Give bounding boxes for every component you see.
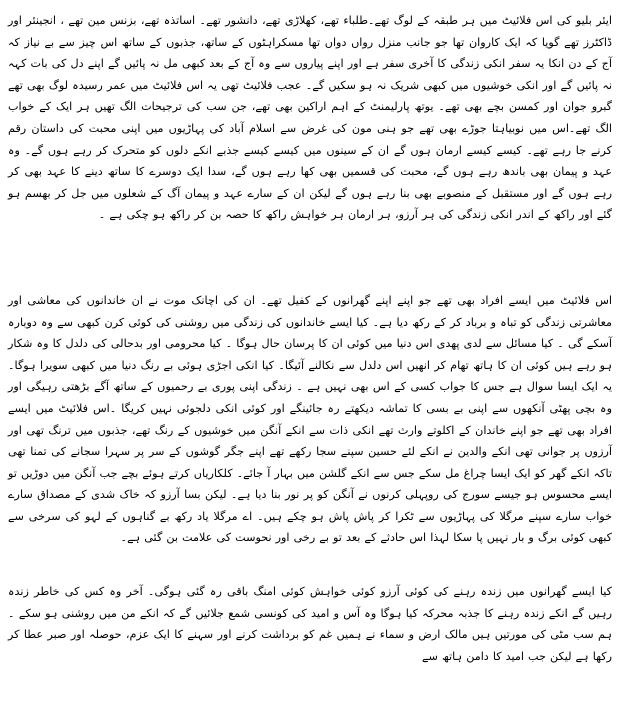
paragraph-spacer: [8, 549, 612, 581]
paragraph-hope-and-patience: کیا ایسے گھرانوں میں زندہ رہنے کی کوئی آرزو کوئی خواہش کوئی امنگ باقی رہ گئی ہوگی۔ آخر وہ کس کی خاطر زندہ رہیں گے انکے زندہ رہنے کا جذبہ محرکہ کیا ہوگا وہ آس و امید کی کونسی شمع جلائیں گے کہ انکے من میں روشنی ہو سکے ۔ ہم سب مٹی کی مورتیں ہیں مالک ارض و سماء نے ہمیں غم کو برداشت کرنے اور سہنے کا ایک عزم، حوصلہ اور صبر عطا کر رکھا ہے لیکن جب امید کا دامن ہاتھ سے: [8, 585, 612, 663]
paragraph-spacer: [8, 226, 612, 290]
paragraph-families-breadwinners: اس فلائیٹ میں ایسے افراد بھی تھے جو اپنے اپنے گھرانوں کے کفیل تھے۔ ان کی اچانک موت نے ان خاندانوں کی معاشی اور معاشرتی زندگی کو تباہ و برباد کر کے رکھ دیا ہے۔ کیا ایسے خاندانوں کی زندگی میں روشنی کی کوئی کرن کبھی سے وہ دوبارہ آسکے گی ۔ کیا مسائل سے لدی پھدی اس دنیا میں کوئی ان کا پرسان حال ہوگا ۔ کیا محرومی اور بدحالی کی دلدل کا وہ شکار ہو رہے ہیں کوئی ان کا ہاتھ تھام کر انھیں اس دلدل سے نکالنے آئیگا۔ کیا انکی اجڑی ہوئی بے رنگ دنیا میں کبھی سویرا ہوگا۔ یہ ایک ایسا سوال ہے جس کا جواب کسی کے اس بھی نہیں ہے ۔ زندگی اپنی پوری بے رحمیوں کے ساتھ آگے بڑھتی رہیگی اور وہ بچی پھٹی آنکھوں سے اپنی بے بسی کا تماشہ دیکھتے رہ جائینگے اور کوئی انکی دلجوئی نہیں کریگا ۔اس فلائیٹ میں ایسے افراد بھی تھے جو اپنے خاندان کے اکلوتے وارث تھے انکی ذات سے انکے آنگن میں خوشیوں کے رنگ تھے، جذبوں میں ترنگ تھی اور آرزوں پر جوانی تھی انکے والدین نے انکے لئے حسین سپنے سجا رکھے تھے اپنے جگر گوشوں کے سر پر سہرا سجانے کی تمنا تھی تاکہ انکے گھر کو ایک ایسا چراغ مل سکے جس سے انکے گلشن میں بہار آ جائے۔ کلکاریاں کرتے ہوئے بچے جب آنگن میں دوڑیں تو ایسے محسوس ہو جیسے سورج کی روپہلی کرنوں نے آنگن کو پر نور بنا دیا ہے۔ لیکن بسا آرزو کہ خاک شدی کے مصداق سارے خواب سارے سپنے مرگلا کی پہاڑیوں سے ٹکرا کر پاش پاش ہو چکے ہیں۔ اے مرگلا یاد رکھ بے گناہوں کے لہو کی سرخی سے کبھی کوئی برگ و بار نہیں پا سکا لہذا اس حادثے کے بعد تو بے رخی اور نحوست کی علامت بن گئی ہے۔: [8, 293, 612, 545]
paragraph-flight-passengers: ایئر بلیو کی اس فلائیٹ میں ہر طبقہ کے لوگ تھے۔طلباء تھے، کھلاڑی تھے، دانشور تھے۔ اساتذہ تھے، بزنس مین تھے ، انجینئر اور ڈاکٹرز تھے گویا کہ ایک کاروان تھا جو جانب منزل رواں دواں تھا مسکراہٹوں کے ساتھ، جذبوں کے ساتھ اس چیز سے بے نیاز کہ آج کے دن انکا یہ سفر انکی زندگی کا آخری سفر ہے اور اپنے پیاروں سے وہ آج کے بعد کبھی مل نہ پائیں گے اپنے دل کی بات کہہ نہ پائیں گے اور انکی خوشیوں میں کبھی شریک نہ ہو سکیں گے۔ عجب فلائیٹ تھی یہ اس فلائیٹ میں عمر رسیدہ لوگ بھی تھے گبرو جوان اور کمسن بچے بھی تھے۔ یوتھ پارلیمنٹ کے اہم اراکین بھی تھے، جن سب کی ترجیحات الگ تھیں ہر ایک کے خواب الگ تھے۔اس میں نوبیاہتا جوڑے بھی تھے جو ہنی مون کی غرض سے اسلام آباد کی پہاڑیوں میں اپنی محبت کی داستان رقم کرنے جا رہے تھے۔ کیسے کیسے ارمان ہوں گے ان کے سینوں میں کیسے کیسے جذبے انکے دلوں کو متحرک کر رہے ہوں گے۔ وہ عہد و پیمان بھی باندھ رہے ہوں گے، محبت کی قسمیں بھی کھا رہے ہوں گے، سدا ایک دوسرے کا ساتھ دینے کا عہد بھی کر رہے ہوں گے اور مستقبل کے منصوبے بھی بنا رہے ہوں گے لیکن ان کے سارے عہد و پیمان آگ کے شعلوں میں جل کر بھسم ہو گئے اور راکھ کے اندر انکی زندگی کی ہر آرزو، ہر ارمان ہر خواہش راکھ کا حصہ بن کر راکھ ہو چکی ہے ۔: [8, 14, 612, 222]
